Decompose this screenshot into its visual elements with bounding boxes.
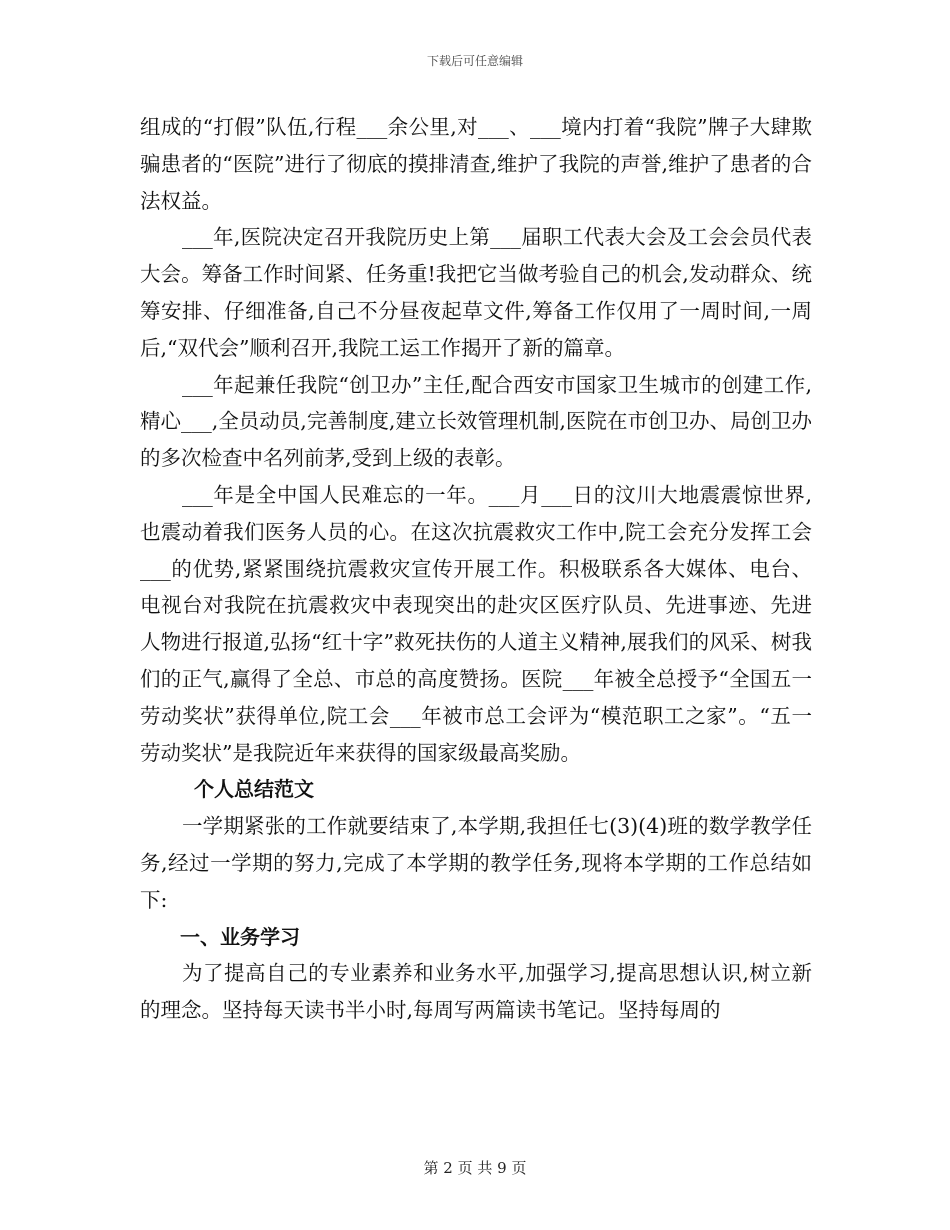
section-title: 个人总结范文	[194, 777, 314, 802]
paragraph-study: 为了提高自己的专业素养和业务水平,加强学习,提高思想认识,树立新的理念。坚持每天读书半小时,每周写两篇读书笔记。坚持每周的	[140, 961, 812, 1023]
paragraph-sanitation: ___年起兼任我院“创卫办”主任,配合西安市国家卫生城市的创建工作,精心___,全员动员,完善制度,建立长效管理机制,医院在市创卫办、局创卫办的多次检查中名列前茅,受到上级的表彰。	[140, 372, 812, 471]
paragraph-earthquake: ___年是全中国人民难忘的一年。___月___日的汶川大地震震惊世界,也震动着我们医务人员的心。在这次抗震救灾工作中,院工会充分发挥工会___的优势,紧紧围绕抗震救灾宣传开展工作。积极联系各大媒体、电台、电视台对我院在抗震救灾中表现突出的赴灾区医疗队员、先进事迹、先进人物进行报道,弘扬“红十字”救死扶伤的人道主义精神,展我们的风采、树我们的正气,赢得了全总、市总的高度赞扬。医院___年被全总授予“全国五一劳动奖状”获得单位,院工会___年被市总工会评为“模范职工之家”。“五一劳动奖状”是我院近年来获得的国家级最高奖励。	[140, 482, 812, 765]
document-body	[140, 109, 812, 1029]
paragraph-anti-fraud: 组成的“打假”队伍,行程___余公里,对___、___境内打着“我院”牌子大肆欺骗患者的“医院”进行了彻底的摸排清查,维护了我院的声誉,维护了患者的合法权益。	[140, 115, 812, 213]
subheading-professional-study: 一、业务学习	[180, 924, 300, 949]
page-footer: 第 2 页 共 9 页	[423, 1159, 527, 1177]
page-header: 下载后可任意编辑	[426, 54, 523, 68]
paragraph-congress: ___年,医院决定召开我院历史上第___届职工代表大会及工会会员代表大会。筹备工作时间紧、任务重!我把它当做考验自己的机会,发动群众、统筹安排、仔细准备,自己不分昼夜起草文件,筹备工作仅用了一周时间,一周后,“双代会”顺利召开,我院工运工作揭开了新的篇章。	[140, 225, 812, 360]
paragraph-semester: 一学期紧张的工作就要结束了,本学期,我担任七(3)(4)班的数学教学任务,经过一学期的努力,完成了本学期的教学任务,现将本学期的工作总结如下:	[140, 814, 812, 912]
